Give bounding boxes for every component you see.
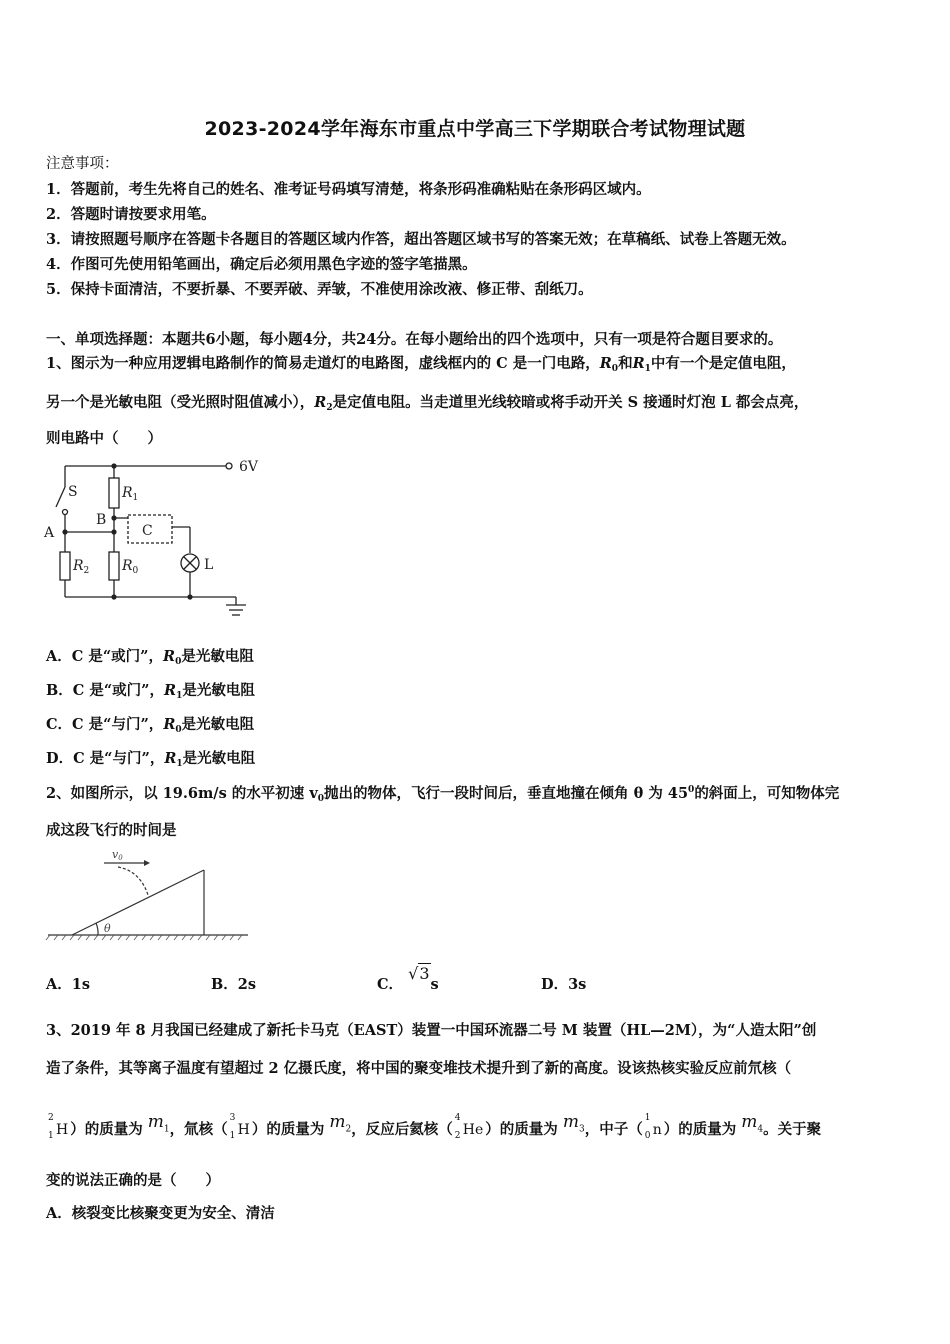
q1-line2: 另一个是光敏电阻（受光照时阻值减小），$R_2$是定值电阻。当走道里光线较暗或将手动开关 S 接通时灯泡 L 都会点亮， bbox=[46, 394, 809, 413]
q2-option-b: B．2s bbox=[211, 976, 257, 993]
q2-option-a: A．1s bbox=[46, 976, 91, 993]
q1-option-d: D．C 是“与门”，$R_1$是光敏电阻 bbox=[46, 750, 256, 769]
q1-line1: 1、图示为一种应用逻辑电路制作的简易走道灯的电路图，虚线框内的 C 是一门电路，$R_0$和$R_1$中有一个是定值电阻， bbox=[46, 355, 796, 374]
q2-line2: 成这段飞行的时间是 bbox=[46, 822, 177, 839]
note-item: 1．答题前，考生先将自己的姓名、准考证号码填写清楚，将条形码准确粘贴在条形码区域内。 bbox=[46, 181, 651, 198]
neutron-symbol: 1 0 n bbox=[644, 1113, 662, 1141]
q2-option-d: D．3s bbox=[541, 976, 587, 993]
note-item: 2．答题时请按要求用笔。 bbox=[46, 206, 216, 223]
node-a-label: A bbox=[44, 525, 55, 541]
q1-option-b: B．C 是“或门”，$R_1$是光敏电阻 bbox=[46, 682, 255, 701]
lamp-label: L bbox=[204, 557, 214, 573]
notes-heading: 注意事项： bbox=[46, 156, 119, 172]
page-title: 2023-2024学年海东市重点中学高三下学期联合考试物理试题 bbox=[204, 118, 746, 140]
r1-label: $R_1$ bbox=[122, 485, 139, 503]
note-item: 5．保持卡面清洁，不要折暴、不要弄破、弄皱，不准使用涂改液、修正带、刮纸刀。 bbox=[46, 281, 593, 298]
q3-option-a: A．核裂变比核聚变更为安全、清洁 bbox=[46, 1205, 275, 1222]
q3-line1: 3、2019 年 8 月我国已经建成了新托卡马克（EAST）装置一中国环流器二号 M 装置（HL—2M），为“人造太阳”创 bbox=[46, 1022, 817, 1039]
q3-line4: 变的说法正确的是（ ） bbox=[46, 1172, 220, 1189]
triton-symbol: 3 1 H bbox=[229, 1113, 250, 1141]
switch-label: S bbox=[68, 484, 78, 500]
note-item: 4．作图可先使用铅笔画出，确定后必须用黑色字迹的签字笔描黑。 bbox=[46, 256, 477, 273]
deuteron-symbol: 2 1 H bbox=[48, 1113, 69, 1141]
q2-option-c: C． √3s bbox=[377, 964, 439, 993]
circuit-diagram bbox=[40, 455, 280, 625]
q3-line3: 2 1 H ）的质量为 $m_1$，氚核（ 3 1 H ）的质量为 $m_2$，反应后氦核（ 4 2 He ）的质量为 $m_3$，中子（ 1 0 n ）的质量为 $m_4$。关于聚 bbox=[48, 1112, 822, 1141]
helium-symbol: 4 2 He bbox=[454, 1113, 484, 1141]
v0-label: v0 bbox=[112, 848, 123, 862]
section-heading: 一、单项选择题：本题共6小题，每小题4分，共24分。在每小题给出的四个选项中，只有一项是符合题目要求的。 bbox=[46, 331, 783, 348]
q1-option-c: C．C 是“与门”，$R_0$是光敏电阻 bbox=[46, 716, 255, 735]
q1-option-a: A．C 是“或门”，$R_0$是光敏电阻 bbox=[46, 648, 254, 667]
r0-label: $R_0$ bbox=[122, 558, 139, 576]
q2-line1: 2、如图所示，以 19.6m/s 的水平初速 $v_0$抛出的物体，飞行一段时间后，垂直地撞在倾角 θ 为 $45^0$的斜面上，可知物体完 bbox=[46, 785, 840, 804]
incline-diagram bbox=[44, 843, 254, 943]
q1-line3: 则电路中（ ） bbox=[46, 430, 162, 447]
r2-label: $R_2$ bbox=[73, 558, 90, 576]
gate-c-label: C bbox=[142, 523, 153, 539]
q3-line2: 造了条件，其等离子温度有望超过 2 亿摄氏度，将中国的聚变堆技术提升到了新的高度。设该热核实验反应前氘核（ bbox=[46, 1060, 792, 1077]
note-item: 3．请按照题号顺序在答题卡各题目的答题区域内作答，超出答题区域书写的答案无效；在草稿纸、试卷上答题无效。 bbox=[46, 231, 796, 248]
voltage-label: 6V bbox=[239, 459, 259, 475]
node-b-label: B bbox=[96, 512, 107, 528]
theta-label: θ bbox=[104, 922, 111, 935]
